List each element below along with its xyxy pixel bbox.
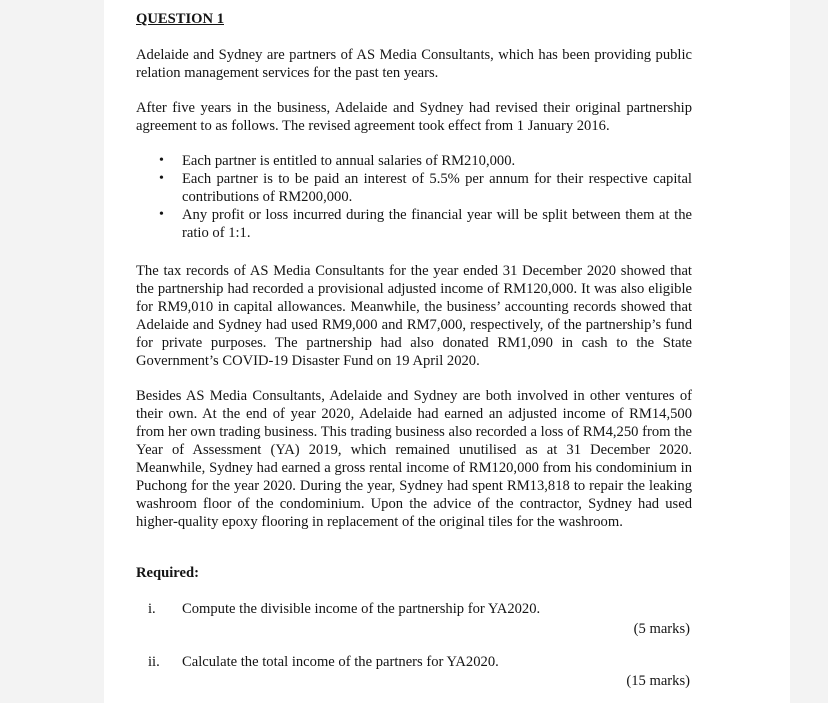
paragraph-agreement: After five years in the business, Adelaide and Sydney had revised their original partnership agreement to as follows. The revised agreement took effect from 1 January 2016. — [136, 100, 692, 134]
bullet-icon: • — [159, 207, 164, 222]
bullet-icon: • — [159, 171, 164, 186]
marks-label: (15 marks) — [626, 673, 690, 689]
bullet-icon: • — [159, 153, 164, 168]
marks-label: (5 marks) — [633, 621, 690, 637]
question-number: i. — [148, 601, 156, 617]
list-item: • Each partner is to be paid an interest of 5.5% per annum for their respective capital contributions of RM200,000. — [159, 171, 692, 205]
paragraph-intro: Adelaide and Sydney are partners of AS Media Consultants, which has been providing public relation management services for the past ten years. — [136, 47, 692, 81]
question-text: Calculate the total income of the partners for YA2020. — [182, 654, 499, 670]
question-text: Compute the divisible income of the partnership for YA2020. — [182, 601, 541, 617]
question-number: ii. — [148, 654, 160, 670]
list-item: • Each partner is entitled to annual salaries of RM210,000. — [159, 153, 516, 169]
paragraph-tax-records: The tax records of AS Media Consultants for the year ended 31 December 2020 showed that the partnership had recorded a provisional adjusted income of RM120,000. It was also eligible for RM9,010 in capital allowances. Meanwhile, the business’ accounting records showed that Adelaide and Sydney had used RM9,000 and RM7,000, respectively, of the partnership’s fund for private purposes. The partnership had also donated RM1,090 in cash to the State Government’s COVID-19 Disaster Fund on 19 April 2020. — [136, 263, 692, 369]
required-heading: Required: — [136, 565, 199, 581]
agreement-terms-list — [136, 152, 692, 242]
list-item: • Any profit or loss incurred during the financial year will be split between them at the ratio of 1:1. — [159, 207, 692, 241]
question-title: QUESTION 1 — [136, 11, 224, 27]
document-page — [104, 0, 790, 703]
paragraph-other-ventures: Besides AS Media Consultants, Adelaide and Sydney are both involved in other ventures of their own. At the end of year 2020, Adelaide had earned an adjusted income of RM14,500 from her own trading business. This trading business also recorded a loss of RM4,250 from the Year of Assessment (YA) 2019, which remained unutilised as at 31 December 2020. Meanwhile, Sydney had earned a gross rental income of RM120,000 from his condominium in Puchong for the year 2020. During the year, Sydney had spent RM13,818 to repair the leaking washroom floor of the condominium. Upon the advice of the contractor, Sydney had used higher-quality epoxy flooring in replacement of the original tiles for the washroom. — [136, 388, 692, 530]
